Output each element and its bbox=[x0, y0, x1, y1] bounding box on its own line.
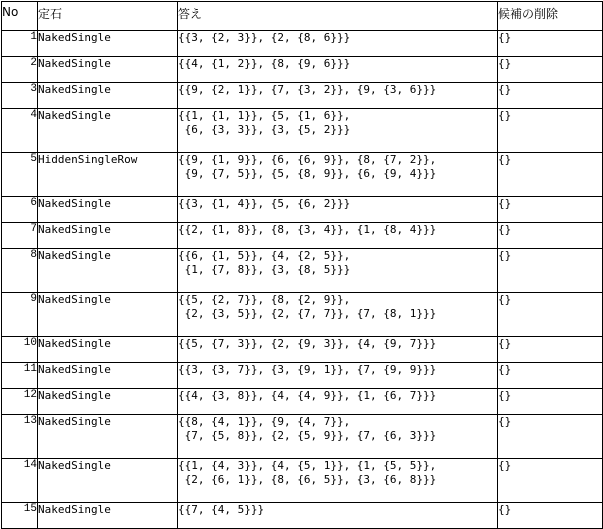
technique-name bbox=[38, 57, 178, 83]
answer-line: {9, {7, 5}}, {5, {8, 9}}, {6, {9, 4}}} bbox=[178, 167, 437, 180]
candidate-removal-cell bbox=[498, 153, 603, 197]
answer-line: {{4, {3, 8}}, {4, {4, 9}}, {1, {6, 7}}} bbox=[178, 389, 437, 402]
technique-label: NakedSingle bbox=[38, 337, 111, 350]
answer-line: {{2, {1, 8}}, {8, {3, 4}}, {1, {8, 4}}} bbox=[178, 223, 437, 236]
technique-name bbox=[38, 153, 178, 197]
candidate-removal-cell bbox=[498, 389, 603, 415]
technique-label: NakedSingle bbox=[38, 109, 111, 122]
candidate-removal-cell bbox=[498, 363, 603, 389]
table-row bbox=[2, 249, 603, 293]
technique-label: NakedSingle bbox=[38, 293, 111, 306]
answer-line: {1, {7, 8}}, {3, {8, 5}}} bbox=[178, 263, 351, 276]
candidate-removal-value: {} bbox=[498, 57, 512, 70]
answer-line: {2, {6, 1}}, {8, {6, 5}}, {3, {6, 8}}} bbox=[178, 473, 437, 486]
answer-line: {{5, {2, 7}}, {8, {2, 9}}, bbox=[178, 293, 351, 306]
answer-line: {6, {3, 3}}, {3, {5, 2}}} bbox=[178, 123, 351, 136]
answer-line: {{1, {4, 3}}, {4, {5, 1}}, {1, {5, 5}}, bbox=[178, 459, 437, 472]
table-row bbox=[2, 389, 603, 415]
answer-line: {{6, {1, 5}}, {4, {2, 5}}, bbox=[178, 249, 351, 262]
candidate-removal-cell bbox=[498, 57, 603, 83]
technique-name bbox=[38, 293, 178, 337]
technique-name bbox=[38, 415, 178, 459]
row-number: 15 bbox=[2, 503, 38, 529]
technique-label: NakedSingle bbox=[38, 389, 111, 402]
answer-cell bbox=[178, 153, 498, 197]
table-row bbox=[2, 153, 603, 197]
technique-label: HiddenSingleRow bbox=[38, 153, 138, 166]
candidate-removal-value: {} bbox=[498, 389, 512, 402]
answer-line: {{5, {7, 3}}, {2, {9, 3}}, {4, {9, 7}}} bbox=[178, 337, 437, 350]
candidate-removal-value: {} bbox=[498, 503, 512, 516]
answer-cell bbox=[178, 459, 498, 503]
candidate-removal-value: {} bbox=[498, 337, 512, 350]
technique-label: NakedSingle bbox=[38, 415, 111, 428]
table-row bbox=[2, 109, 603, 153]
technique-name bbox=[38, 31, 178, 57]
answer-cell bbox=[178, 293, 498, 337]
candidate-removal-cell bbox=[498, 31, 603, 57]
candidate-removal-cell bbox=[498, 223, 603, 249]
technique-label: NakedSingle bbox=[38, 31, 111, 44]
candidate-removal-value: {} bbox=[498, 109, 512, 122]
answer-line: {{8, {4, 1}}, {9, {4, 7}}, bbox=[178, 415, 351, 428]
candidate-removal-cell bbox=[498, 249, 603, 293]
answer-line: {{1, {1, 1}}, {5, {1, 6}}, bbox=[178, 109, 351, 122]
candidate-removal-value: {} bbox=[498, 459, 512, 472]
answer-line: {{9, {1, 9}}, {6, {6, 9}}, {8, {7, 2}}, bbox=[178, 153, 437, 166]
row-number: 10 bbox=[2, 337, 38, 363]
candidate-removal-value: {} bbox=[498, 293, 512, 306]
header-technique: 定石 bbox=[38, 2, 178, 31]
candidate-removal-value: {} bbox=[498, 31, 512, 44]
header-row bbox=[2, 2, 603, 31]
technique-label: NakedSingle bbox=[38, 223, 111, 236]
table-row bbox=[2, 415, 603, 459]
row-number: 7 bbox=[2, 223, 38, 249]
table-row bbox=[2, 459, 603, 503]
technique-label: NakedSingle bbox=[38, 57, 111, 70]
header-no: No bbox=[2, 2, 38, 31]
answer-line: {{4, {1, 2}}, {8, {9, 6}}} bbox=[178, 57, 351, 70]
table-row bbox=[2, 363, 603, 389]
candidate-removal-cell bbox=[498, 459, 603, 503]
answer-cell bbox=[178, 389, 498, 415]
technique-name bbox=[38, 337, 178, 363]
answer-cell bbox=[178, 31, 498, 57]
answer-cell bbox=[178, 415, 498, 459]
table-row bbox=[2, 197, 603, 223]
answer-line: {{3, {3, 7}}, {3, {9, 1}}, {7, {9, 9}}} bbox=[178, 363, 437, 376]
row-number: 5 bbox=[2, 153, 38, 197]
candidate-removal-value: {} bbox=[498, 197, 512, 210]
table-row bbox=[2, 223, 603, 249]
answer-line: {7, {5, 8}}, {2, {5, 9}}, {7, {6, 3}}} bbox=[178, 429, 437, 442]
row-number: 12 bbox=[2, 389, 38, 415]
technique-label: NakedSingle bbox=[38, 249, 111, 262]
technique-name bbox=[38, 109, 178, 153]
table-row bbox=[2, 337, 603, 363]
row-number: 9 bbox=[2, 293, 38, 337]
candidate-removal-cell bbox=[498, 197, 603, 223]
technique-label: NakedSingle bbox=[38, 503, 111, 516]
answer-cell bbox=[178, 249, 498, 293]
technique-label: NakedSingle bbox=[38, 83, 111, 96]
answer-cell bbox=[178, 337, 498, 363]
answer-cell bbox=[178, 57, 498, 83]
technique-name bbox=[38, 223, 178, 249]
candidate-removal-cell bbox=[498, 109, 603, 153]
table-row bbox=[2, 57, 603, 83]
technique-name bbox=[38, 197, 178, 223]
answer-line: {{3, {2, 3}}, {2, {8, 6}}} bbox=[178, 31, 351, 44]
answer-line: {{7, {4, 5}}} bbox=[178, 503, 265, 516]
row-number: 13 bbox=[2, 415, 38, 459]
answer-cell bbox=[178, 197, 498, 223]
row-number: 14 bbox=[2, 459, 38, 503]
row-number: 1 bbox=[2, 31, 38, 57]
technique-name bbox=[38, 363, 178, 389]
answer-line: {{9, {2, 1}}, {7, {3, 2}}, {9, {3, 6}}} bbox=[178, 83, 437, 96]
row-number: 6 bbox=[2, 197, 38, 223]
answer-line: {2, {3, 5}}, {2, {7, 7}}, {7, {8, 1}}} bbox=[178, 307, 437, 320]
table-row bbox=[2, 293, 603, 337]
header-answer: 答え bbox=[178, 2, 498, 31]
answer-cell bbox=[178, 83, 498, 109]
row-number: 3 bbox=[2, 83, 38, 109]
technique-label: NakedSingle bbox=[38, 197, 111, 210]
answer-cell bbox=[178, 109, 498, 153]
answer-cell bbox=[178, 363, 498, 389]
candidate-removal-value: {} bbox=[498, 83, 512, 96]
technique-name bbox=[38, 83, 178, 109]
technique-name bbox=[38, 249, 178, 293]
candidate-removal-cell bbox=[498, 337, 603, 363]
candidate-removal-value: {} bbox=[498, 415, 512, 428]
technique-label: NakedSingle bbox=[38, 363, 111, 376]
results-table bbox=[1, 1, 603, 529]
row-number: 8 bbox=[2, 249, 38, 293]
candidate-removal-cell bbox=[498, 293, 603, 337]
row-number: 2 bbox=[2, 57, 38, 83]
candidate-removal-value: {} bbox=[498, 223, 512, 236]
row-number: 4 bbox=[2, 109, 38, 153]
technique-label: NakedSingle bbox=[38, 459, 111, 472]
answer-line: {{3, {1, 4}}, {5, {6, 2}}} bbox=[178, 197, 351, 210]
candidate-removal-cell bbox=[498, 83, 603, 109]
header-candidate-removal: 候補の削除 bbox=[498, 2, 603, 31]
technique-name bbox=[38, 389, 178, 415]
candidate-removal-value: {} bbox=[498, 249, 512, 262]
row-number: 11 bbox=[2, 363, 38, 389]
table-body bbox=[2, 31, 603, 529]
table-row bbox=[2, 31, 603, 57]
answer-cell bbox=[178, 223, 498, 249]
candidate-removal-cell bbox=[498, 415, 603, 459]
table-row bbox=[2, 83, 603, 109]
candidate-removal-value: {} bbox=[498, 363, 512, 376]
technique-name bbox=[38, 459, 178, 503]
candidate-removal-value: {} bbox=[498, 153, 512, 166]
